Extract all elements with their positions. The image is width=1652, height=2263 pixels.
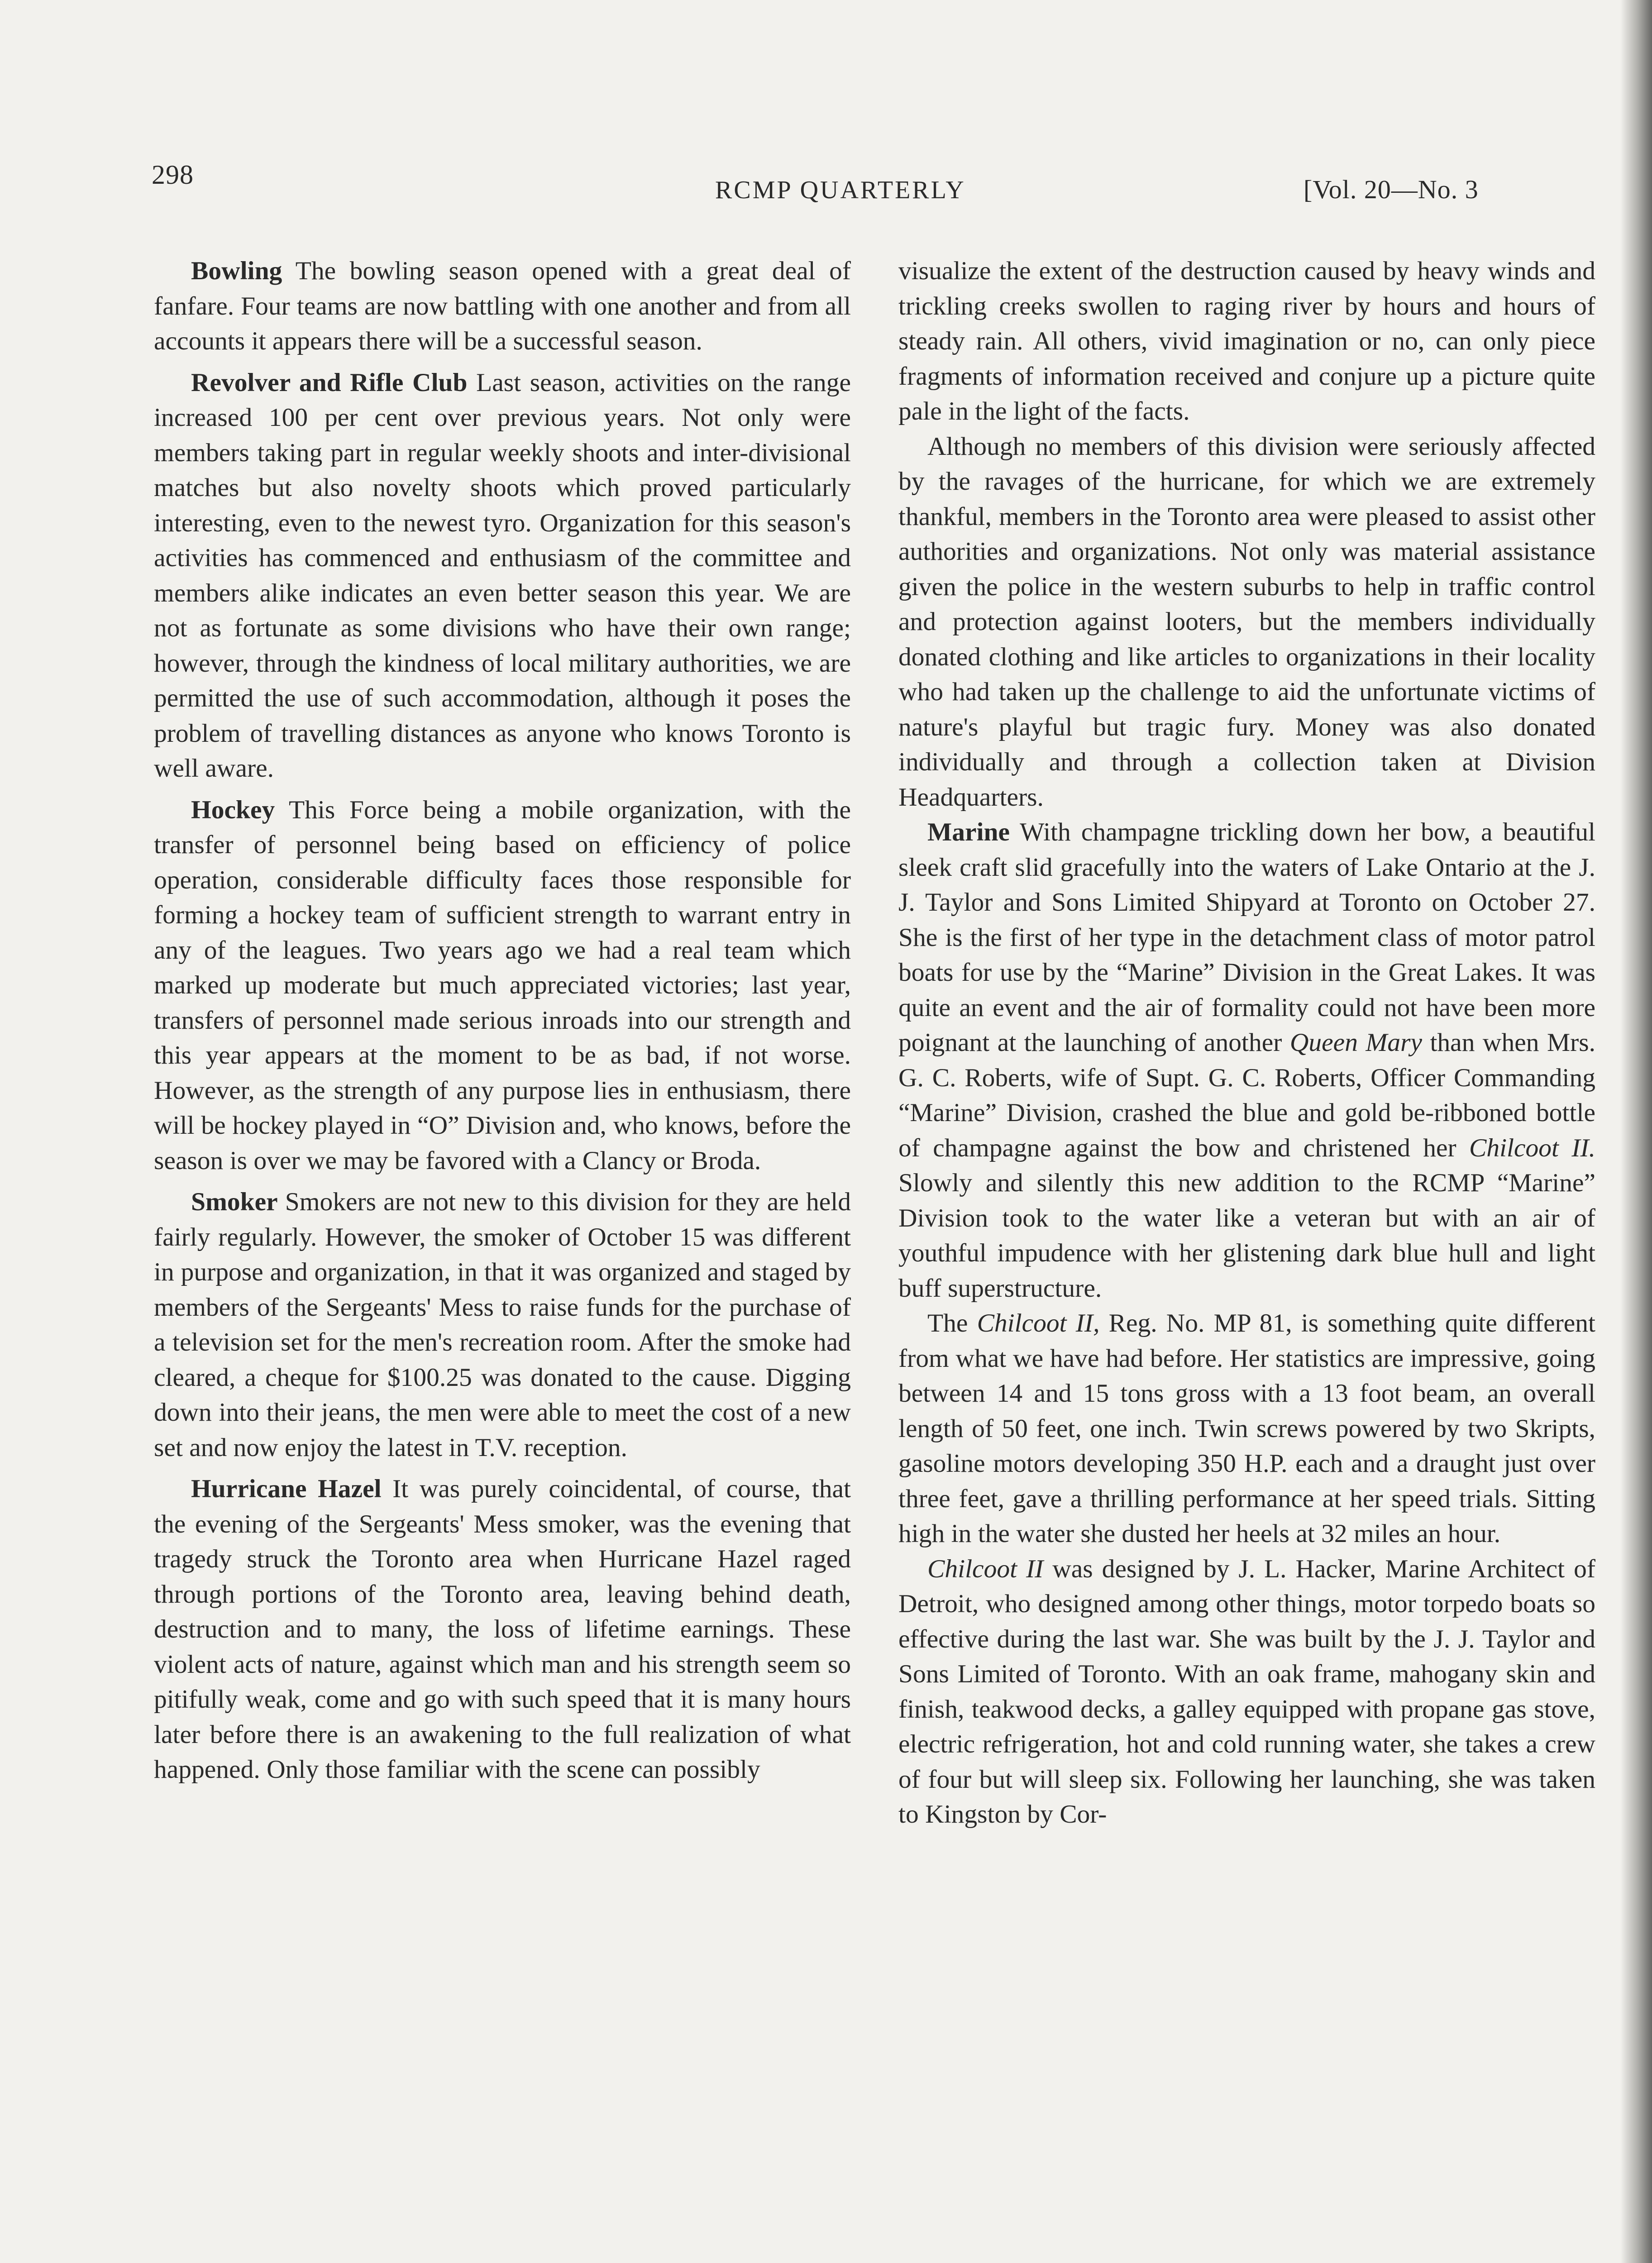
hurricane-second-paragraph: Although no members of this division were seriously affected by the ravages of the hurricane, for which we are extremely thankful, members in the Toronto area were pleased to assist other authorities and organizations. Not only was material assistance given the police in the western suburbs to help in traffic control and protection against looters, but the members individually donated clothing and like articles to organizations in their locality who had taken up the challenge to aid the unfortunate victims of nature's playful but tragic fury. Money was also donated individually and through a collection taken at Division Headquarters.	[898, 432, 1595, 812]
page-number: 298	[152, 160, 194, 190]
bowling-heading: Bowling	[191, 257, 282, 285]
revolver-heading: Revolver and Rifle Club	[191, 368, 468, 397]
chilcoot-stats-text: Reg. No. MP 81, is something quite different from what we have had before. Her statistics are impressive, going between 14 and 15 tons gross with a 13 foot beam, an overall length of 50 feet, one inch. Twin screws powered by two Skripts, gasoline motors developing 350 H.P. each and a draught just over three feet, gave a thrilling performance at her speed trials. Sitting high in the water she dusted her heels at 32 miles an hour.	[898, 1309, 1595, 1548]
chilcoot-stats-paragraph	[898, 1306, 1595, 1552]
marine-heading: Marine	[927, 818, 1010, 846]
smoker-paragraph	[154, 1184, 851, 1465]
marine-text-b: than when Mrs. G. C. Roberts, wife of Supt. G. C. Roberts, Officer Commanding “Marine” Division, crashed the blue and gold be-ribboned bottle of champagne against the bow and christened her	[898, 1028, 1595, 1162]
left-column	[154, 253, 851, 1787]
marine-text-a: With champagne trickling down her bow, a beautiful sleek craft slid gracefully into the waters of Lake Ontario at the J. J. Taylor and Sons Limited Shipyard at Toronto on October 27. She is the first of her type in the detachment class of motor patrol boats for use by the “Marine” Division in the Great Lakes. It was quite an event and the air of formality could not have been more poignant at the launching of another	[898, 818, 1595, 1057]
issue-label: [Vol. 20—No. 3	[1303, 175, 1479, 204]
chilcoot-design-name: Chilcoot II	[927, 1554, 1044, 1583]
chilcoot-stats-name: Chilcoot II,	[977, 1309, 1100, 1337]
hurricane-heading: Hurricane Hazel	[191, 1475, 382, 1503]
queen-mary-title: Queen Mary	[1289, 1028, 1422, 1057]
smoker-heading: Smoker	[191, 1188, 278, 1216]
bowling-text: The bowling season opened with a great deal of fanfare. Four teams are now battling with one another and from all accounts it appears there will be a successful season.	[154, 257, 851, 355]
hurricane-continuation: visualize the extent of the destruction caused by heavy winds and trickling creeks swollen to raging river by hours and hours of steady rain. All others, vivid imagination or no, can only piece fragments of information received and conjure up a picture quite pale in the light of the facts.	[898, 257, 1595, 425]
chilcoot-title: Chilcoot II.	[1469, 1133, 1595, 1162]
chilcoot-design-paragraph	[898, 1552, 1595, 1832]
hockey-paragraph	[154, 793, 851, 1179]
bowling-paragraph	[154, 253, 851, 359]
right-column	[898, 253, 1595, 1832]
hockey-heading: Hockey	[191, 795, 275, 824]
marine-text-c: Slowly and silently this new addition to the RCMP “Marine” Division took to the water like a veteran but with an air of youthful impudence with her glistening dark blue hull and light buff superstructure.	[898, 1169, 1595, 1303]
running-title: RCMP QUARTERLY	[715, 176, 966, 204]
revolver-paragraph	[154, 365, 851, 786]
marine-paragraph	[898, 815, 1595, 1306]
revolver-text: Last season, activities on the range increased 100 per cent over previous years. Not only were members taking part in regular weekly shoots and inter-divisional matches but also novelty shoots which proved particularly interesting, even to the newest tyro. Organization for this season's activities has commenced and enthusiasm of the committee and members alike indicates an even better season this year. We are not as fortunate as some divisions who have their own range; however, through the kindness of local military authorities, we are permitted the use of such accommodation, although it poses the problem of travelling distances as anyone who knows Toronto is well aware.	[154, 368, 851, 783]
chilcoot-stats-lead: The	[927, 1309, 977, 1337]
hockey-text: This Force being a mobile organization, with the transfer of personnel being based on efficiency of police operation, considerable difficulty faces those responsible for forming a hockey team of sufficient strength to warrant entry in any of the leagues. Two years ago we had a real team which marked up moderate but much appreciated victories; last year, transfers of personnel made serious inroads into our strength and this year appears at the moment to be as bad, if not worse. However, as the strength of any purpose lies in enthusiasm, there will be hockey played in “O” Division and, who knows, before the season is over we may be favored with a Clancy or Broda.	[154, 795, 851, 1175]
smoker-text: Smokers are not new to this division for they are held fairly regularly. However, the smoker of October 15 was different in purpose and organization, in that it was organized and staged by members of the Sergeants' Mess to raise funds for the purchase of a television set for the men's recreation room. After the smoke had cleared, a cheque for $100.25 was donated to the cause. Digging down into their jeans, the men were able to meet the cost of a new set and now enjoy the latest in T.V. reception.	[154, 1188, 851, 1462]
chilcoot-design-text: was designed by J. L. Hacker, Marine Architect of Detroit, who designed among other things, motor torpedo boats so effective during the last war. She was built by the J. J. Taylor and Sons Limited of Toronto. With an oak frame, mahogany skin and finish, teakwood decks, a galley equipped with propane gas stove, electric refrigeration, hot and cold running water, she takes a crew of four but will sleep six. Following her launching, she was taken to Kingston by Cor-	[898, 1554, 1595, 1829]
hurricane-paragraph	[154, 1471, 851, 1787]
hurricane-text: It was purely coincidental, of course, that the evening of the Sergeants' Mess smoker, was the evening that tragedy struck the Toronto area when Hurricane Hazel raged through portions of the Toronto area, leaving behind death, destruction and to many, the loss of lifetime earnings. These violent acts of nature, against which man and his strength seem so pitifully weak, come and go with such speed that it is many hours later before there is an awakening to the full realization of what happened. Only those familiar with the scene can possibly	[154, 1475, 851, 1784]
page-edge-shadow	[1620, 0, 1652, 2263]
